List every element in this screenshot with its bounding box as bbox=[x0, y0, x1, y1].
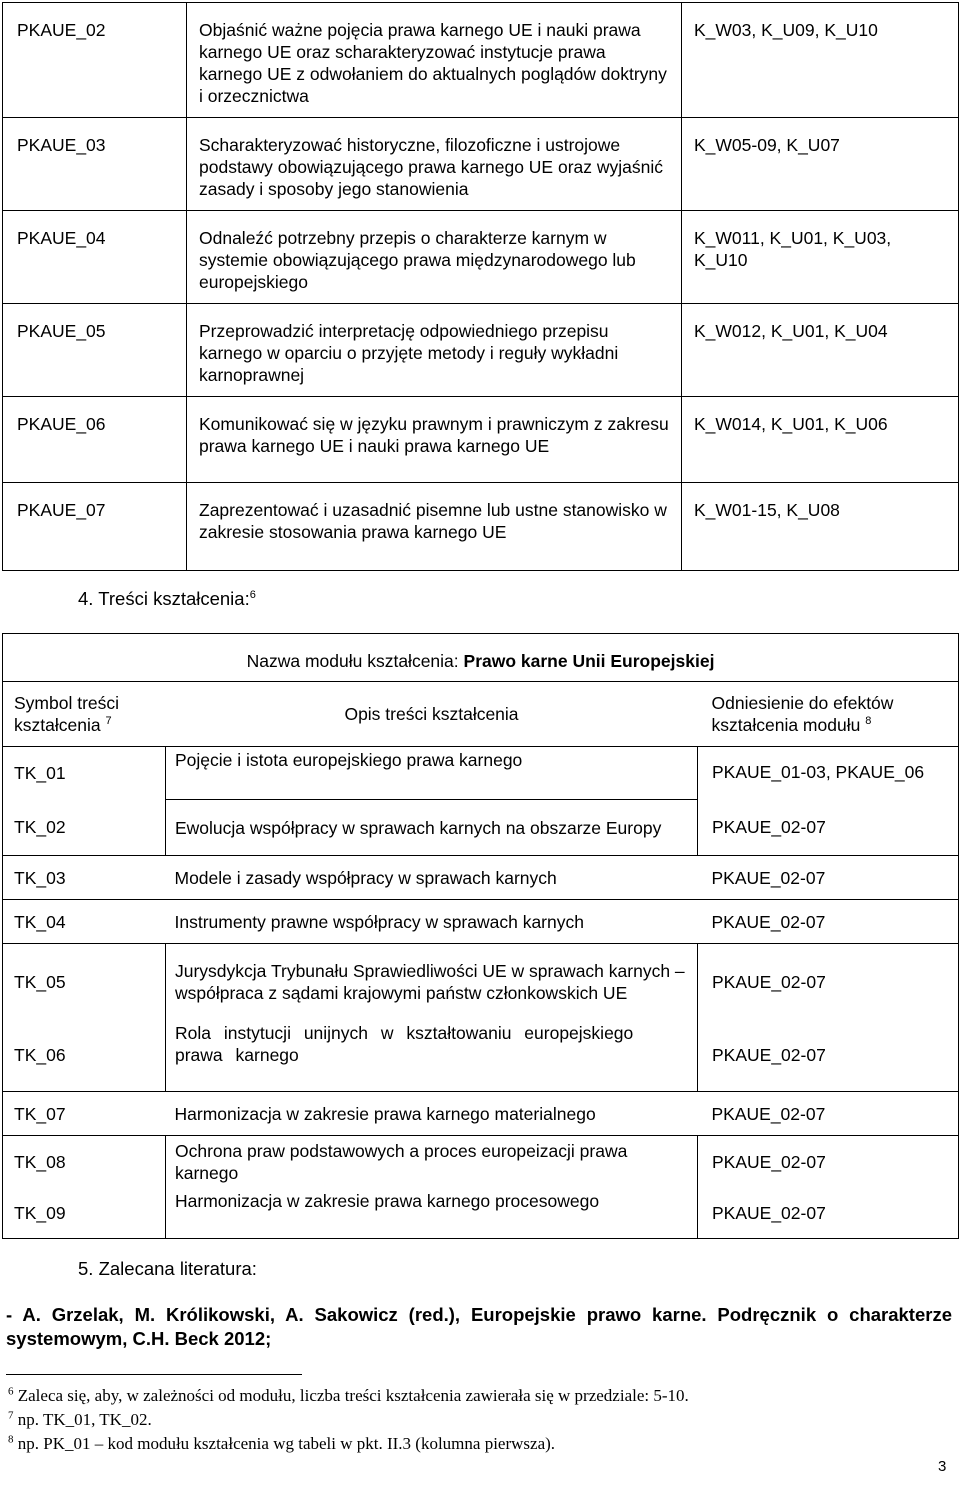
header-row bbox=[3, 682, 959, 747]
outcome-refs: K_W01-15, K_U08 bbox=[682, 483, 959, 571]
table-row bbox=[3, 900, 959, 944]
table-row bbox=[3, 800, 959, 856]
table-row bbox=[3, 747, 959, 800]
footnote-number: 8 bbox=[8, 1433, 14, 1446]
outcome-code: PKAUE_07 bbox=[3, 483, 187, 571]
content-code: TK_05 bbox=[3, 944, 166, 1020]
table-row bbox=[3, 304, 959, 397]
content-description: Modele i zasady współpracy w sprawach karnych bbox=[166, 856, 698, 900]
literature-entry: - A. Grzelak, M. Królikowski, A. Sakowicz (red.), Europejskie prawo karne. Podręcznik o charakterze systemowym, C.H. Beck 2012; bbox=[6, 1304, 952, 1349]
table-row bbox=[3, 211, 959, 304]
header-symbol-label: Symbol treści kształcenia bbox=[14, 693, 120, 735]
content-code: TK_07 bbox=[3, 1092, 166, 1136]
outcome-description: Scharakteryzować historyczne, filozoficzne i ustrojowe podstawy obowiązującego prawa karnego UE oraz wyjaśnić zasady i sposoby jego stanowienia bbox=[187, 118, 682, 211]
footnote-text: np. PK_01 – kod modułu kształcenia wg tabeli w pkt. II.3 (kolumna pierwsza). bbox=[17, 1434, 556, 1453]
outcome-code: PKAUE_03 bbox=[3, 118, 187, 211]
content-reference: PKAUE_02-07 bbox=[698, 1092, 959, 1136]
content-description: Ewolucja współpracy w sprawach karnych na obszarze Europy bbox=[166, 800, 698, 856]
outcome-refs: K_W012, K_U01, K_U04 bbox=[682, 304, 959, 397]
content-reference: PKAUE_02-07 bbox=[698, 944, 959, 1020]
footnote bbox=[8, 1408, 152, 1431]
content-table bbox=[2, 633, 959, 1239]
module-name bbox=[3, 634, 959, 682]
content-code: TK_03 bbox=[3, 856, 166, 900]
table-row bbox=[3, 1020, 959, 1092]
content-reference: PKAUE_02-07 bbox=[698, 856, 959, 900]
content-code: TK_08 bbox=[3, 1136, 166, 1189]
footnote-text: Zaleca się, aby, w zależności od modułu, liczba treści kształcenia zawierała się w przedziale: 5-10. bbox=[17, 1386, 689, 1405]
table-row bbox=[3, 397, 959, 483]
content-reference: PKAUE_02-07 bbox=[698, 1136, 959, 1189]
page-number: 3 bbox=[938, 1458, 947, 1475]
outcome-description: Zaprezentować i uzasadnić pisemne lub ustne stanowisko w zakresie stosowania prawa karnego UE bbox=[187, 483, 682, 571]
outcome-description: Przeprowadzić interpretację odpowiedniego przepisu karnego w oparciu o przyjęte metody i reguły wykładni karnoprawnej bbox=[187, 304, 682, 397]
header-description: Opis treści kształcenia bbox=[166, 682, 698, 747]
outcome-description: Odnaleźć potrzebny przepis o charakterze karnym w systemie obowiązującego prawa międzynarodowego lub europejskiego bbox=[187, 211, 682, 304]
module-label: Nazwa modułu kształcenia: bbox=[246, 650, 459, 671]
section-number: 4. bbox=[78, 588, 94, 609]
content-description: Instrumenty prawne współpracy w sprawach karnych bbox=[166, 900, 698, 944]
table-row bbox=[3, 3, 959, 118]
content-description: Ochrona praw podstawowych a proces europeizacji prawa karnego bbox=[166, 1136, 698, 1189]
header-reference-label: Odniesienie do efektów kształcenia modułu bbox=[711, 693, 894, 735]
footnote-ref: 6 bbox=[249, 588, 256, 601]
content-reference: PKAUE_01-03, PKAUE_06 bbox=[698, 747, 959, 800]
outcome-description: Komunikować się w języku prawnym i prawniczym z zakresu prawa karnego UE i nauki prawa karnego UE bbox=[187, 397, 682, 483]
content-code: TK_06 bbox=[3, 1020, 166, 1092]
section-title: Zalecana literatura: bbox=[98, 1258, 257, 1279]
section-4-heading bbox=[78, 588, 256, 610]
footnote bbox=[8, 1384, 689, 1407]
outcome-description: Objaśnić ważne pojęcia prawa karnego UE i nauki prawa karnego UE oraz scharakteryzować instytucje prawa karnego UE z odwołaniem do aktualnych poglądów doktryny i orzecznictwa bbox=[187, 3, 682, 118]
table-row bbox=[3, 483, 959, 571]
table-row bbox=[3, 1092, 959, 1136]
table-row bbox=[3, 856, 959, 900]
content-description: Rola instytucji unijnych w kształtowaniu europejskiego prawa karnego bbox=[166, 1020, 698, 1092]
outcome-refs: K_W011, K_U01, K_U03, K_U10 bbox=[682, 211, 959, 304]
footnote-number: 7 bbox=[8, 1409, 14, 1422]
footnote-number: 6 bbox=[8, 1385, 14, 1398]
learning-outcomes-table bbox=[2, 2, 959, 571]
content-reference: PKAUE_02-07 bbox=[698, 900, 959, 944]
content-reference: PKAUE_02-07 bbox=[698, 1020, 959, 1092]
table-row bbox=[3, 1188, 959, 1238]
outcome-refs: K_W05-09, K_U07 bbox=[682, 118, 959, 211]
header-symbol bbox=[3, 682, 166, 747]
content-code: TK_02 bbox=[3, 800, 166, 856]
header-reference bbox=[698, 682, 959, 747]
footnote-divider bbox=[6, 1374, 302, 1375]
content-reference: PKAUE_02-07 bbox=[698, 800, 959, 856]
content-code: TK_04 bbox=[3, 900, 166, 944]
module-title: Prawo karne Unii Europejskiej bbox=[463, 650, 715, 671]
outcome-refs: K_W03, K_U09, K_U10 bbox=[682, 3, 959, 118]
footnote-ref: 7 bbox=[105, 715, 112, 728]
section-number: 5. bbox=[78, 1258, 94, 1279]
table-row bbox=[3, 118, 959, 211]
footnote bbox=[8, 1432, 555, 1455]
content-code: TK_09 bbox=[3, 1188, 166, 1238]
outcome-code: PKAUE_06 bbox=[3, 397, 187, 483]
content-description: Harmonizacja w zakresie prawa karnego materialnego bbox=[166, 1092, 698, 1136]
content-description: Harmonizacja w zakresie prawa karnego procesowego bbox=[166, 1188, 698, 1238]
outcome-code: PKAUE_02 bbox=[3, 3, 187, 118]
content-reference: PKAUE_02-07 bbox=[698, 1188, 959, 1238]
footnote-ref: 8 bbox=[865, 715, 872, 728]
section-title: Treści kształcenia: bbox=[98, 588, 250, 609]
footnote-text: np. TK_01, TK_02. bbox=[17, 1410, 152, 1429]
module-name-row bbox=[3, 634, 959, 682]
outcome-code: PKAUE_05 bbox=[3, 304, 187, 397]
outcome-refs: K_W014, K_U01, K_U06 bbox=[682, 397, 959, 483]
content-code: TK_01 bbox=[3, 747, 166, 800]
content-description: Pojęcie i istota europejskiego prawa karnego bbox=[166, 747, 698, 800]
section-5-heading bbox=[78, 1258, 257, 1280]
table-row bbox=[3, 944, 959, 1020]
content-description: Jurysdykcja Trybunału Sprawiedliwości UE w sprawach karnych – współpraca z sądami krajowymi państw członkowskich UE bbox=[166, 944, 698, 1020]
table-row bbox=[3, 1136, 959, 1189]
outcome-code: PKAUE_04 bbox=[3, 211, 187, 304]
